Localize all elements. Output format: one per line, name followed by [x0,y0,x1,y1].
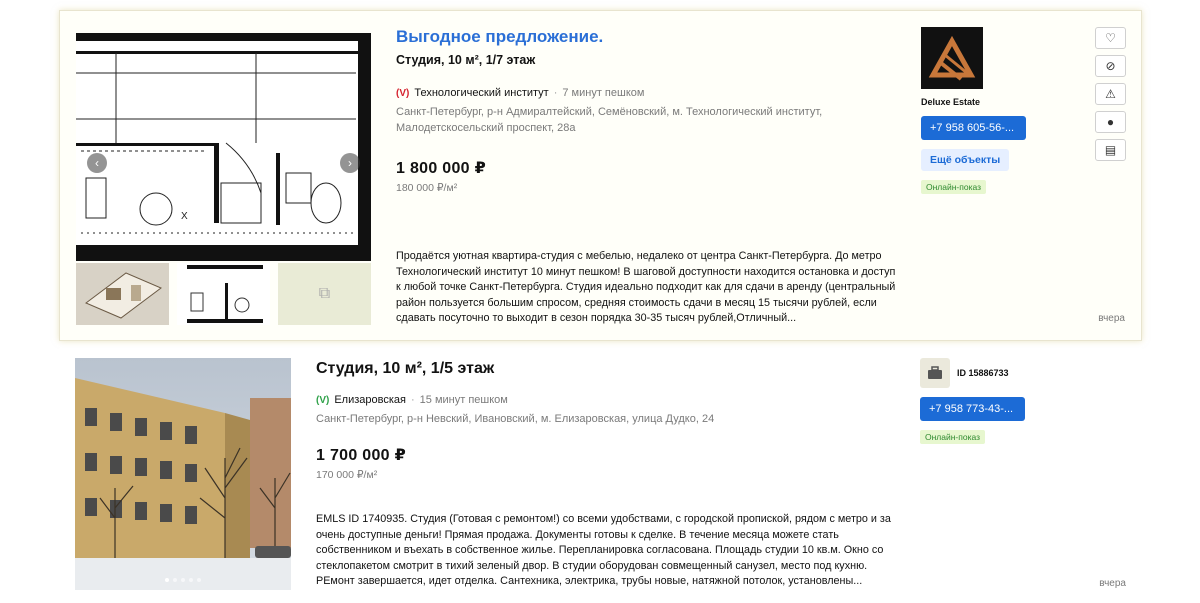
agent-id: ID 15886733 [957,368,1009,378]
more-objects-button[interactable]: Ещё объекты [921,149,1009,171]
map-button[interactable] [1095,111,1126,133]
address-line[interactable]: Малодетскосельский проспект, 28а [396,122,576,134]
photo-thumbnails [76,263,371,325]
price-per-m2: 180 000 ₽/м² [396,182,458,194]
thumbnail[interactable] [76,263,169,325]
online-tour-badge: Онлайн-показ [920,430,985,444]
price-per-m2: 170 000 ₽/м² [316,469,378,481]
separator: · [553,87,558,99]
next-photo-button[interactable] [340,153,360,173]
agency-logo-image [921,27,983,89]
thumbnail-3d-plan-image [76,263,169,325]
metro-walk-time: 7 минут пешком [562,87,645,99]
warning-icon: ⚠ [1105,87,1116,101]
hide-button[interactable] [1095,55,1126,77]
photo-pagination [75,578,291,582]
floorplan-photo[interactable] [76,33,371,261]
metro-info [396,87,896,99]
address-line[interactable]: Санкт-Петербург, р-н Невский, Ивановский, м. Елизаровская, улица Дудко, 24 [316,413,715,425]
thumbnail-more[interactable] [278,263,371,325]
metro-green-icon: (V) [316,394,330,406]
listing-description: Продаётся уютная квартира-студия с мебелью, недалеко от центра Санкт-Петербурга. До метро Технологический институт 10 минут пешком! В шаговой доступности находится остановка и доступ к любой точке Санкт-Петербурга. Студия идеально подходит как для сдачи в аренду (центральный район пользуется большим спросом, средняя стоимость сдачи в месяц 15 тысячи рублей, если сдавать посуточно то выходит в сезон порядка 30-35 тысяч рублей,Отличный... [396,250,896,325]
listing-card[interactable] [59,348,1142,603]
thumbnail[interactable] [177,263,270,325]
metro-info [316,394,896,406]
heart-icon: ♡ [1105,31,1116,45]
pagination-dot[interactable] [165,578,169,582]
address-line[interactable]: Санкт-Петербург, р-н Адмиралтейский, Семёновский, м. Технологический институт, [396,106,823,118]
metro-station[interactable]: Технологический институт [414,87,549,99]
listing-info [396,27,896,194]
separator: · [411,394,415,406]
agent-panel [921,27,1026,195]
document-icon: ▤ [1104,143,1117,157]
address [316,411,896,427]
briefcase-icon-image [927,366,943,380]
map-pin-icon: ● [1106,115,1115,129]
prev-photo-button[interactable] [87,153,107,173]
document-button[interactable] [1095,139,1126,161]
agent-panel [920,358,1025,445]
agent-id-row [920,358,1025,388]
report-button[interactable] [1095,83,1126,105]
price: 1 800 000 ₽ [396,160,487,177]
agency-logo[interactable] [921,27,983,89]
metro-red-icon: (V) [396,87,410,99]
listing-headline-link[interactable]: Выгодное предложение. [396,27,604,46]
listing-info [316,360,896,481]
building-photo[interactable] [75,358,291,590]
gallery-icon: ⧉ [318,285,331,302]
pagination-dot[interactable] [189,578,193,582]
listing-title[interactable]: Студия, 10 м², 1/5 этаж [316,360,495,377]
briefcase-icon [920,358,950,388]
thumbnail-floorplan-image [177,263,270,325]
listing-date: вчера [1099,578,1126,589]
hide-icon: ⊘ [1105,59,1116,73]
pagination-dot[interactable] [197,578,201,582]
metro-walk-time: 15 минут пешком [419,394,508,406]
listing-date: вчера [1098,313,1125,324]
show-phone-button[interactable]: +7 958 773-43-... [920,397,1025,421]
show-phone-button[interactable]: +7 958 605-56-... [921,116,1026,140]
listing-card[interactable] [59,10,1142,341]
chevron-left-icon: ‹ [95,156,99,170]
price: 1 700 000 ₽ [316,447,407,464]
address [396,104,896,136]
online-tour-badge: Онлайн-показ [921,180,986,194]
floorplan-image [76,33,371,261]
listing-description: EMLS ID 1740935. Студия (Готовая с ремонтом!) со всеми удобствами, с городской пропиской, рядом с метро и за очень доступные деньги! Прямая продажа. Документы готовы к сделке. В течение месяца можете стать собственником и въехать в собственное жилье. Перепланировка согласована. Площадь студии 10 кв.м. Окно со стеклопакетом смотрит в тихий зеленый двор. В студии оборудован совмещенный санузел, место под кухню. РЕмонт завершается, идет отделка. Сантехника, электрика, трубы новые, натяжной потолок, установлены... [316,513,891,588]
building-image [75,358,291,590]
listing-title[interactable]: Студия, 10 м², 1/7 этаж [396,53,536,67]
pagination-dot[interactable] [181,578,185,582]
pagination-dot[interactable] [173,578,177,582]
agent-name[interactable]: Deluxe Estate [921,97,981,107]
listing-actions [1095,27,1126,161]
metro-station[interactable]: Елизаровская [334,394,406,406]
svg-text:X: X [181,211,188,222]
favorite-button[interactable] [1095,27,1126,49]
chevron-right-icon: › [348,156,352,170]
